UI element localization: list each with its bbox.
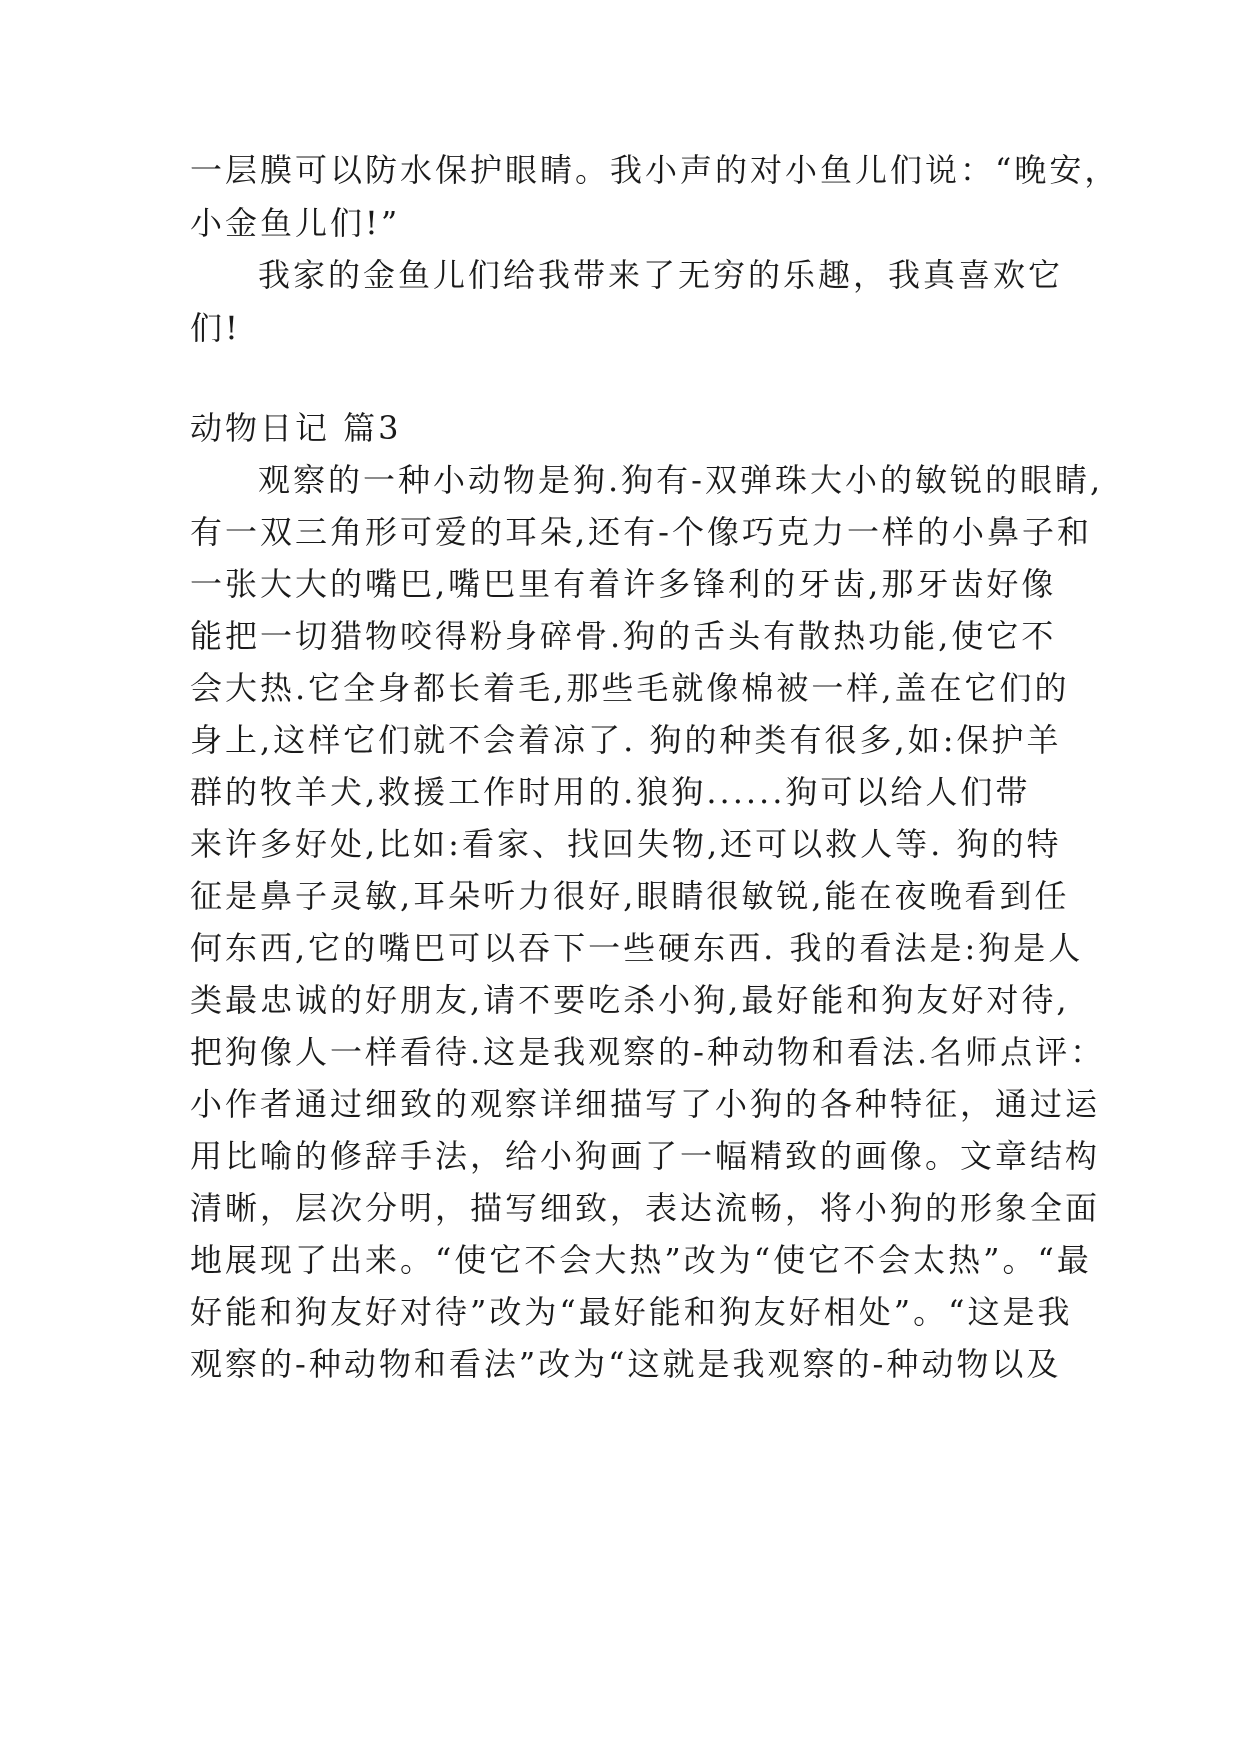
text-line: 好能和狗友好对待”改为“最好能和狗友好相处”。“这是我 xyxy=(190,1293,1073,1331)
text-line: 小作者通过细致的观察详细描写了小狗的各种特征，通过运 xyxy=(190,1085,1101,1123)
text-line: 们! xyxy=(190,309,241,347)
text-line: 类最忠诚的好朋友,请不要吃杀小狗,最好能和狗友好对待, xyxy=(190,981,1070,1019)
section-heading: 动物日记 篇3 xyxy=(190,409,402,447)
text-line: 身上,这样它们就不会着凉了. 狗的种类有很多,如:保护羊 xyxy=(190,721,1062,759)
text-line: 来许多好处,比如:看家、找回失物,还可以救人等. 狗的特 xyxy=(190,825,1062,863)
text-line: 观察的-种动物和看法”改为“这就是我观察的-种动物以及 xyxy=(190,1345,1062,1383)
text-line: 我家的金鱼儿们给我带来了无穷的乐趣，我真喜欢它 xyxy=(258,256,1064,294)
text-line: 地展现了出来。“使它不会大热”改为“使它不会太热”。“最 xyxy=(190,1241,1092,1279)
text-line: 会大热.它全身都长着毛,那些毛就像棉被一样,盖在它们的 xyxy=(190,669,1070,707)
text-line: 能把一切猎物咬得粉身碎骨.狗的舌头有散热功能,使它不 xyxy=(190,617,1057,655)
text-line: 把狗像人一样看待.这是我观察的-种动物和看法.名师点评： xyxy=(190,1033,1106,1071)
text-line: 群的牧羊犬,救援工作时用的.狼狗......狗可以给人们带 xyxy=(190,773,1031,811)
text-line: 用比喻的修辞手法，给小狗画了一幅精致的画像。文章结构 xyxy=(190,1137,1101,1175)
text-line: 何东西,它的嘴巴可以吞下一些硬东西. 我的看法是:狗是人 xyxy=(190,929,1084,967)
text-line: 清晰，层次分明，描写细致，表达流畅，将小狗的形象全面 xyxy=(190,1189,1101,1227)
text-line: 观察的一种小动物是狗.狗有-双弹珠大小的敏锐的眼睛, xyxy=(258,461,1104,499)
text-line: 一张大大的嘴巴,嘴巴里有着许多锋利的牙齿,那牙齿好像 xyxy=(190,565,1057,603)
text-line: 征是鼻子灵敏,耳朵听力很好,眼睛很敏锐,能在夜晚看到任 xyxy=(190,877,1070,915)
text-line: 一层膜可以防水保护眼睛。我小声的对小鱼儿们说：“晚安， xyxy=(190,151,1120,189)
text-line: 有一双三角形可爱的耳朵,还有-个像巧克力一样的小鼻子和 xyxy=(190,513,1092,551)
text-line: 小金鱼儿们!” xyxy=(190,204,401,242)
